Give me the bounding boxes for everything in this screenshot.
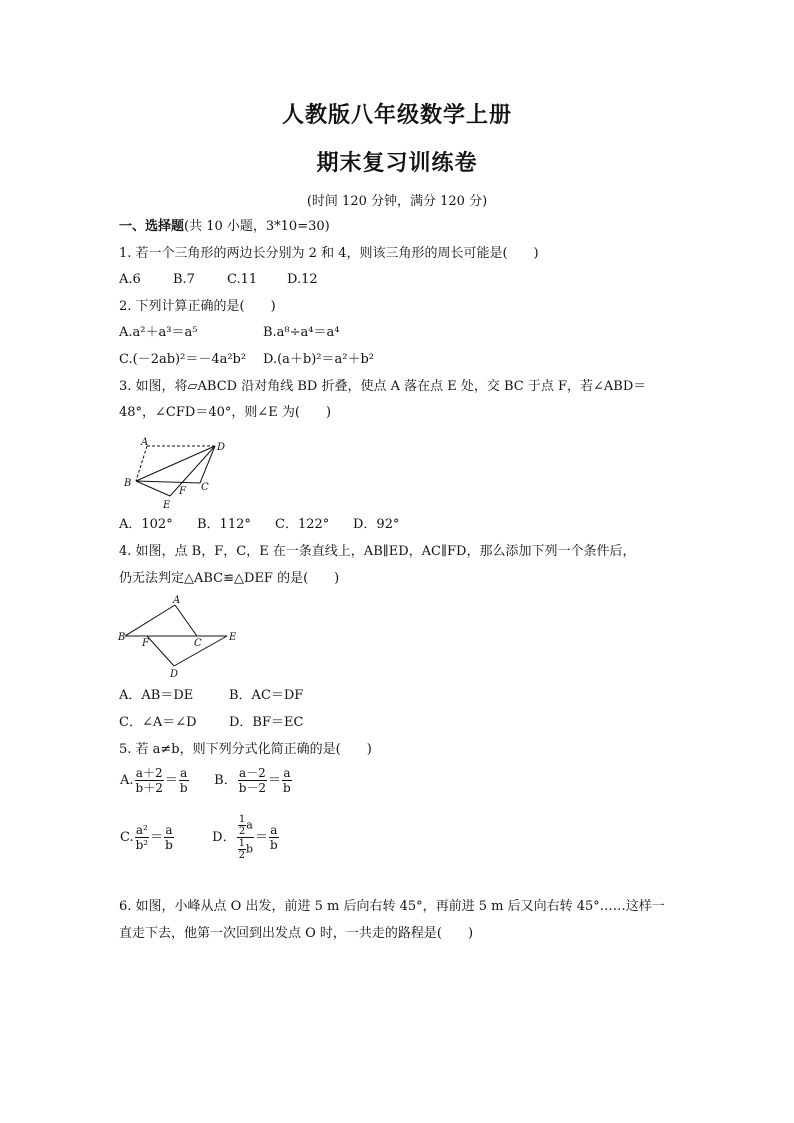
- q4-label-a: A: [173, 595, 181, 606]
- q5-option-d-num-one: 1: [238, 814, 246, 825]
- q5-option-d-frac: [237, 814, 254, 861]
- q1-option-d: D.12: [287, 272, 318, 287]
- q4-stem-line2: 仍无法判定△ABC≌△DEF 的是( ): [119, 571, 340, 586]
- q3-label-a: A: [141, 437, 149, 448]
- q4-figure-triangles: [117, 593, 239, 681]
- q2-option-a: A.a²＋a³＝a⁵: [119, 325, 198, 340]
- q6-stem-line1: 6. 如图，小峰从点 O 出发，前进 5 m 后向右转 45°，再前进 5 m 后又向右转 45°……这样一: [119, 899, 665, 914]
- q5-option-d: [211, 814, 279, 861]
- q5-option-d-rhs-num: a: [270, 823, 278, 837]
- q4-label-c: C: [194, 638, 202, 649]
- q3-label-d: D: [217, 442, 226, 453]
- q5-option-d-letter: D．: [212, 829, 236, 845]
- q5-option-b-letter: B．: [214, 772, 237, 788]
- q3-seg-bc: [136, 481, 200, 483]
- q5-option-b-den: b－2: [238, 781, 267, 795]
- q1-option-a: A.6: [119, 272, 141, 287]
- q4-seg-fd: [147, 636, 174, 666]
- q5-options-row1: [119, 766, 292, 795]
- q5-option-b-num: a－2: [238, 766, 266, 780]
- exam-subtitle: 期末复习训练卷: [316, 150, 478, 176]
- q5-option-c-frac: [135, 823, 150, 852]
- q5-option-d-num-half: [238, 814, 246, 837]
- q5-option-c-letter: C.: [120, 829, 134, 845]
- q3-seg-be: [136, 481, 170, 496]
- q5-option-a-rhs: [179, 766, 189, 795]
- q1-option-c: C.11: [227, 272, 258, 287]
- q4-option-c: C．∠A＝∠D: [119, 715, 197, 730]
- q5-option-d-eq: ＝: [255, 829, 269, 845]
- q5-option-d-den-two: 2: [238, 850, 245, 861]
- q3-option-b: B．112°: [197, 517, 251, 532]
- q5-options-row2: [119, 814, 279, 861]
- q5-option-c-rhs-num: a: [165, 823, 173, 837]
- q4-label-f: F: [142, 638, 149, 649]
- q3-option-c: C．122°: [275, 517, 330, 532]
- q3-label-b: B: [124, 478, 132, 489]
- q3-option-a: A．102°: [119, 517, 173, 532]
- q5-option-b: [213, 766, 292, 795]
- section-heading-bold: 一、选择题: [119, 219, 185, 234]
- q5-option-c-den: b²: [135, 838, 149, 852]
- q5-option-a-letter: A.: [120, 772, 134, 788]
- q5-option-c-num: a²: [135, 823, 148, 837]
- q3-stem-line2: 48°，∠CFD＝40°，则∠E 为( ): [119, 405, 332, 420]
- q5-option-d-rhs: [269, 823, 279, 852]
- exam-time-note: (时间 120 分钟，满分 120 分): [306, 194, 488, 209]
- q3-options: [119, 516, 399, 534]
- q4-label-e: E: [229, 632, 237, 643]
- q5-stem: 5. 若 a≠b，则下列分式化简正确的是( ): [119, 742, 372, 757]
- q5-option-a-rhs-num: a: [180, 766, 188, 780]
- q5-option-c-rhs: [164, 823, 174, 852]
- q4-option-d: D．BF＝EC: [229, 715, 304, 730]
- q5-option-a-den: b＋2: [135, 781, 163, 795]
- q2-option-d: D.(a＋b)²＝a²＋b²: [263, 352, 375, 367]
- q2-option-b: B.a⁸÷a⁴＝a⁴: [263, 325, 340, 340]
- q3-figure-parallelogram: [118, 436, 238, 514]
- q5-option-b-rhs: [282, 766, 292, 795]
- q5-option-b-frac: [238, 766, 267, 795]
- q3-option-d: D．92°: [353, 517, 400, 532]
- q5-option-c-eq: ＝: [150, 829, 164, 845]
- q3-label-c: C: [201, 482, 209, 493]
- q2-options-row1: [119, 324, 339, 342]
- q5-option-d-den: [237, 838, 254, 861]
- section-heading-rest: (共 10 小题，3*10=30): [184, 219, 330, 234]
- q5-option-a-rhs-den: b: [179, 781, 188, 795]
- q3-seg-ab: [136, 446, 147, 481]
- q5-option-d-rhs-den: b: [270, 838, 278, 852]
- q6-stem-line2: 直走下去，他第一次回到出发点 O 时，一共走的路程是( ): [119, 926, 474, 941]
- q1-stem: 1. 若一个三角形的两边长分别为 2 和 4，则该三角形的周长可能是( ): [119, 246, 539, 261]
- q5-option-d-num: [237, 814, 254, 838]
- q4-seg-ab: [125, 605, 175, 636]
- q5-option-d-den-one: 1: [238, 838, 245, 849]
- q5-option-a: [119, 766, 209, 795]
- q4-option-b: B．AC＝DF: [229, 688, 304, 703]
- q5-option-d-den-b: b: [245, 842, 253, 856]
- q4-label-d: D: [170, 669, 179, 680]
- q5-option-c-rhs-den: b: [165, 838, 173, 852]
- q5-option-c: [119, 823, 207, 852]
- exam-title: 人教版八年级数学上册: [281, 102, 512, 128]
- q1-options: [119, 271, 318, 289]
- q5-option-d-num-a: a: [246, 818, 253, 832]
- q5-option-a-eq: ＝: [164, 772, 178, 788]
- q3-label-f: F: [179, 486, 186, 497]
- q4-label-b: B: [118, 632, 126, 643]
- q3-stem-line1: 3. 如图，将▱ABCD 沿对角线 BD 折叠，使点 A 落在点 E 处，交 BC 于点 F，若∠ABD＝: [119, 379, 647, 394]
- q5-option-d-num-two: 2: [238, 826, 246, 837]
- q4-seg-ac: [175, 605, 197, 636]
- q5-option-a-num: a＋2: [135, 766, 163, 780]
- q4-options-row1: [119, 687, 303, 705]
- q2-options-row2: [119, 351, 374, 369]
- q5-option-b-eq: ＝: [268, 772, 282, 788]
- q2-stem: 2. 下列计算正确的是( ): [119, 299, 276, 314]
- section-heading: [119, 218, 330, 236]
- q5-option-a-frac: [135, 766, 164, 795]
- q4-options-row2: [119, 714, 303, 732]
- q3-label-e: E: [163, 500, 171, 511]
- q4-stem-line1: 4. 如图，点 B，F，C，E 在一条直线上，AB∥ED，AC∥FD，那么添加下列一个条件后，: [119, 544, 636, 559]
- q1-option-b: B.7: [173, 272, 195, 287]
- q4-option-a: A．AB＝DE: [119, 688, 194, 703]
- q2-option-c: C.(－2ab)²＝－4a²b²: [119, 352, 247, 367]
- q5-option-d-den-half: [238, 838, 246, 861]
- q5-option-b-rhs-den: b: [283, 781, 291, 795]
- q5-option-b-rhs-num: a: [283, 766, 291, 780]
